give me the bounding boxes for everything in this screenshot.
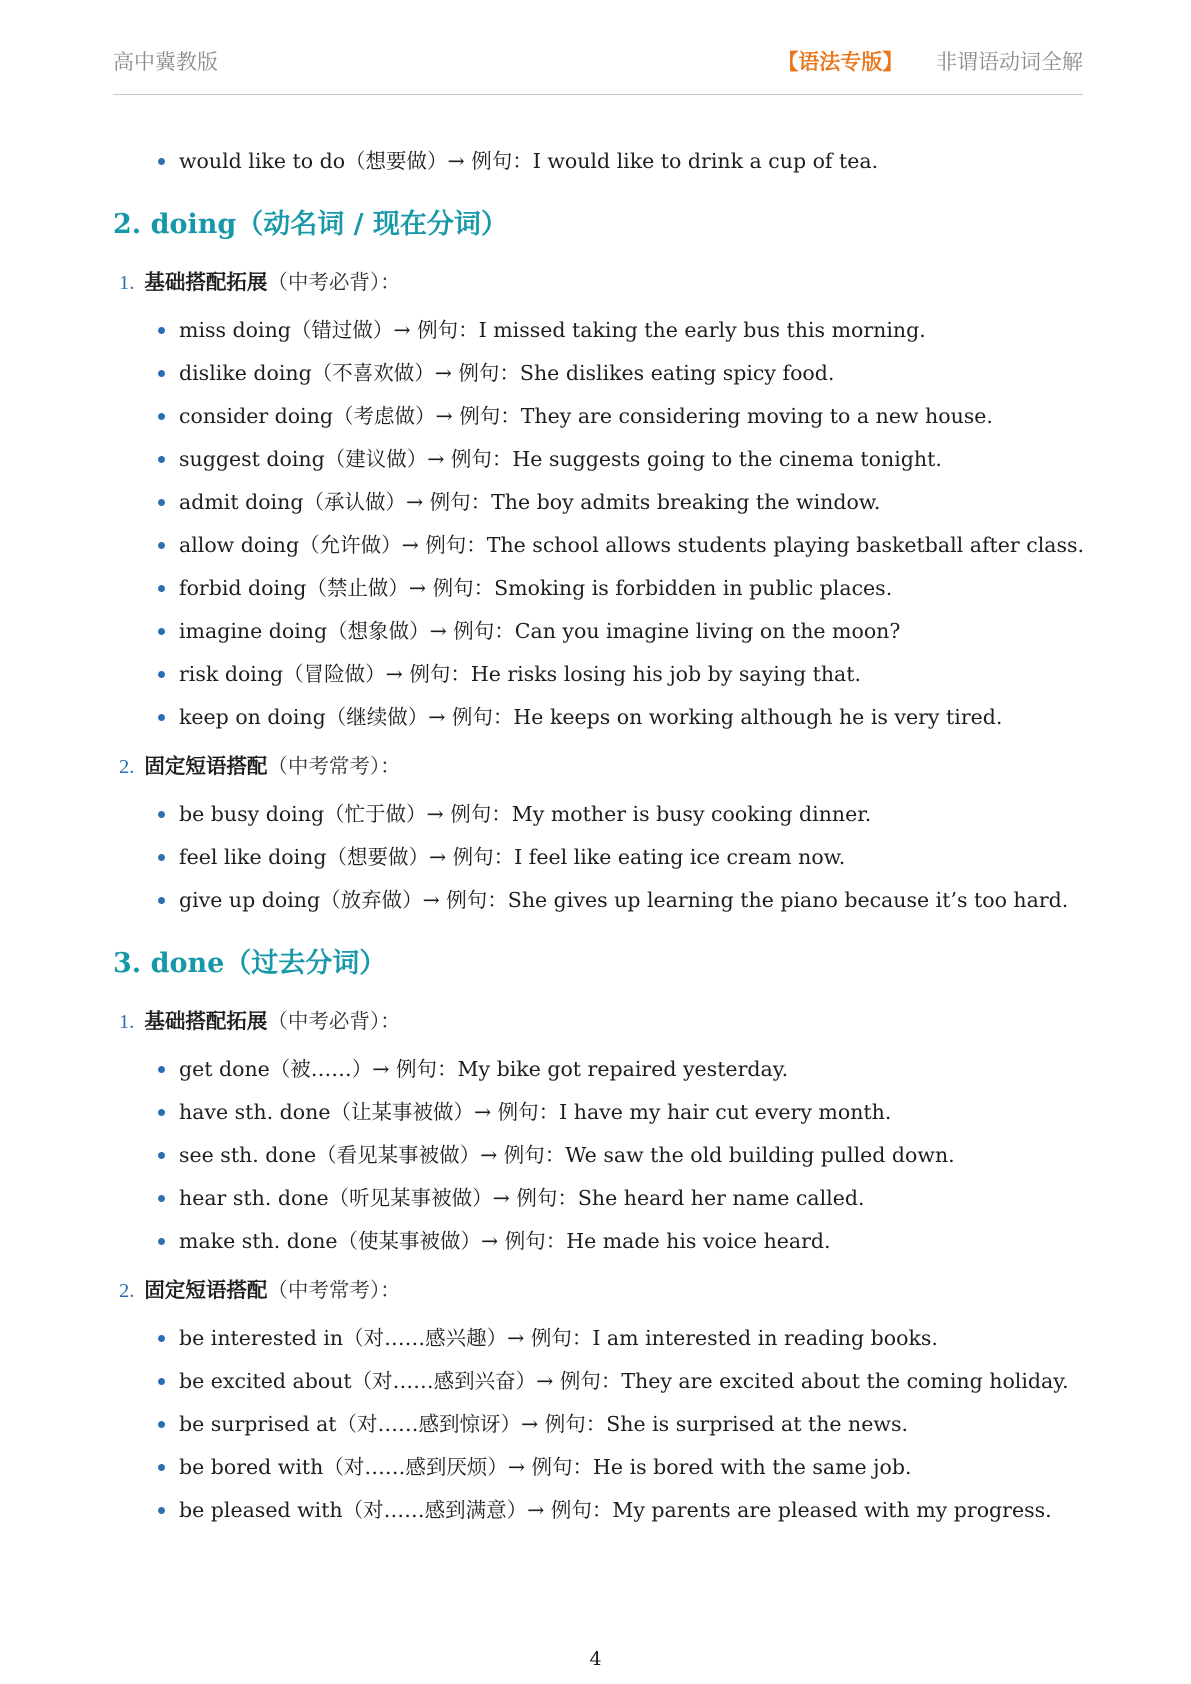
list-item: [113, 309, 1093, 352]
subsection-number: 1.: [119, 1011, 135, 1033]
bullet-dot: [158, 811, 165, 818]
page-header: [113, 46, 1083, 95]
list-item-text: hear sth. done（听见某事被做）→ 例句：She heard her name called.: [179, 1186, 865, 1210]
list-item-text: give up doing（放弃做）→ 例句：She gives up learning the piano because it’s too hard.: [179, 888, 1069, 912]
list-item: [113, 1177, 1093, 1220]
bullet-dot: [158, 585, 165, 592]
bullet-dot: [158, 1238, 165, 1245]
list-item-text: forbid doing（禁止做）→ 例句：Smoking is forbidden in public places.: [179, 576, 893, 600]
list-item: [113, 395, 1093, 438]
subsection-heading: [119, 267, 1093, 297]
bullet-dot: [158, 628, 165, 635]
list-item: [113, 1360, 1093, 1403]
list-item: [113, 653, 1093, 696]
list-item: [113, 610, 1093, 653]
list-item-text: keep on doing（继续做）→ 例句：He keeps on working although he is very tired.: [179, 705, 1003, 729]
bullet-dot: [158, 1066, 165, 1073]
subsection-heading: [119, 1275, 1093, 1305]
subsection-note: （中考必背）：: [267, 1009, 401, 1033]
list-item-text: would like to do（想要做）→ 例句：I would like to drink a cup of tea.: [179, 149, 879, 173]
list-item-text: be busy doing（忙于做）→ 例句：My mother is busy cooking dinner.: [179, 802, 872, 826]
list-item-text: get done（被……）→ 例句：My bike got repaired yesterday.: [179, 1057, 789, 1081]
subsection-number: 2.: [119, 1280, 135, 1302]
subsection-note: （中考常考）：: [267, 1278, 401, 1302]
subsection-label: 基础搭配拓展: [144, 1009, 268, 1033]
list-item-text: be surprised at（对……感到惊讶）→ 例句：She is surprised at the news.: [179, 1412, 908, 1436]
subsection-label: 基础搭配拓展: [144, 270, 268, 294]
list-item-text: be excited about（对……感到兴奋）→ 例句：They are excited about the coming holiday.: [179, 1369, 1069, 1393]
list-item: [113, 524, 1093, 567]
list-item: [113, 1220, 1093, 1263]
bullet-dot: [158, 456, 165, 463]
bullet-dot: [158, 499, 165, 506]
header-tag: 【语法专版】: [777, 49, 904, 74]
list-item-text: make sth. done（使某事被做）→ 例句：He made his voice heard.: [179, 1229, 831, 1253]
list-item: [113, 696, 1093, 739]
subsection-heading: [119, 1006, 1093, 1036]
spacer: [113, 1263, 1093, 1269]
list-item-text: be interested in（对……感兴趣）→ 例句：I am interested in reading books.: [179, 1326, 938, 1350]
bullet-dot: [158, 714, 165, 721]
list-item-text: suggest doing（建议做）→ 例句：He suggests going to the cinema tonight.: [179, 447, 942, 471]
bullet-dot: [158, 854, 165, 861]
list-item-text: admit doing（承认做）→ 例句：The boy admits breaking the window.: [179, 490, 881, 514]
list-item: [113, 793, 1093, 836]
list-item: [113, 1403, 1093, 1446]
list-item: [113, 481, 1093, 524]
subsection-label: 固定短语搭配: [144, 1278, 268, 1302]
list-item-text: miss doing（错过做）→ 例句：I missed taking the early bus this morning.: [179, 318, 926, 342]
document-body: [113, 140, 1093, 1532]
list-item: [113, 1134, 1093, 1177]
header-right: [777, 46, 1083, 76]
list-item-text: risk doing（冒险做）→ 例句：He risks losing his job by saying that.: [179, 662, 862, 686]
list-item: [113, 1446, 1093, 1489]
list-item-text: dislike doing（不喜欢做）→ 例句：She dislikes eating spicy food.: [179, 361, 835, 385]
list-item-text: be bored with（对……感到厌烦）→ 例句：He is bored with the same job.: [179, 1455, 912, 1479]
list-item: [113, 879, 1093, 922]
list-item-text: imagine doing（想象做）→ 例句：Can you imagine living on the moon?: [179, 619, 901, 643]
bullet-dot: [158, 1464, 165, 1471]
bullet-dot: [158, 413, 165, 420]
bullet-dot: [158, 370, 165, 377]
list-item-text: feel like doing（想要做）→ 例句：I feel like eating ice cream now.: [179, 845, 846, 869]
bullet-dot: [158, 897, 165, 904]
list-item: [113, 1317, 1093, 1360]
list-item-text: consider doing（考虑做）→ 例句：They are considering moving to a new house.: [179, 404, 993, 428]
bullet-dot: [158, 671, 165, 678]
list-item: [113, 140, 1093, 183]
subsection-heading: [119, 751, 1093, 781]
bullet-dot: [158, 158, 165, 165]
list-item-text: be pleased with（对……感到满意）→ 例句：My parents are pleased with my progress.: [179, 1498, 1052, 1522]
page-number: 4: [589, 1648, 602, 1670]
list-item-text: see sth. done（看见某事被做）→ 例句：We saw the old building pulled down.: [179, 1143, 955, 1167]
list-item: [113, 438, 1093, 481]
list-item: [113, 1091, 1093, 1134]
bullet-dot: [158, 1507, 165, 1514]
subsection-label: 固定短语搭配: [144, 754, 268, 778]
list-item: [113, 567, 1093, 610]
spacer: [113, 739, 1093, 745]
bullet-dot: [158, 1421, 165, 1428]
subsection-number: 2.: [119, 756, 135, 778]
bullet-dot: [158, 1378, 165, 1385]
bullet-dot: [158, 542, 165, 549]
bullet-dot: [158, 1109, 165, 1116]
bullet-dot: [158, 1152, 165, 1159]
header-title: 非谓语动词全解: [936, 50, 1083, 74]
bullet-dot: [158, 1195, 165, 1202]
list-item: [113, 1489, 1093, 1532]
list-item-text: have sth. done（让某事被做）→ 例句：I have my hair cut every month.: [179, 1100, 892, 1124]
section-title: 3. done（过去分词）: [113, 948, 387, 979]
bullet-dot: [158, 1335, 165, 1342]
bullet-dot: [158, 327, 165, 334]
subsection-note: （中考常考）：: [267, 754, 401, 778]
subsection-number: 1.: [119, 272, 135, 294]
list-item-text: allow doing（允许做）→ 例句：The school allows students playing basketball after class.: [179, 533, 1085, 557]
list-item: [113, 352, 1093, 395]
section-title: 2. doing（动名词 / 现在分词）: [113, 209, 508, 240]
subsection-note: （中考必背）：: [267, 270, 401, 294]
list-item: [113, 836, 1093, 879]
list-item: [113, 1048, 1093, 1091]
header-edition: 高中冀教版: [113, 50, 218, 74]
